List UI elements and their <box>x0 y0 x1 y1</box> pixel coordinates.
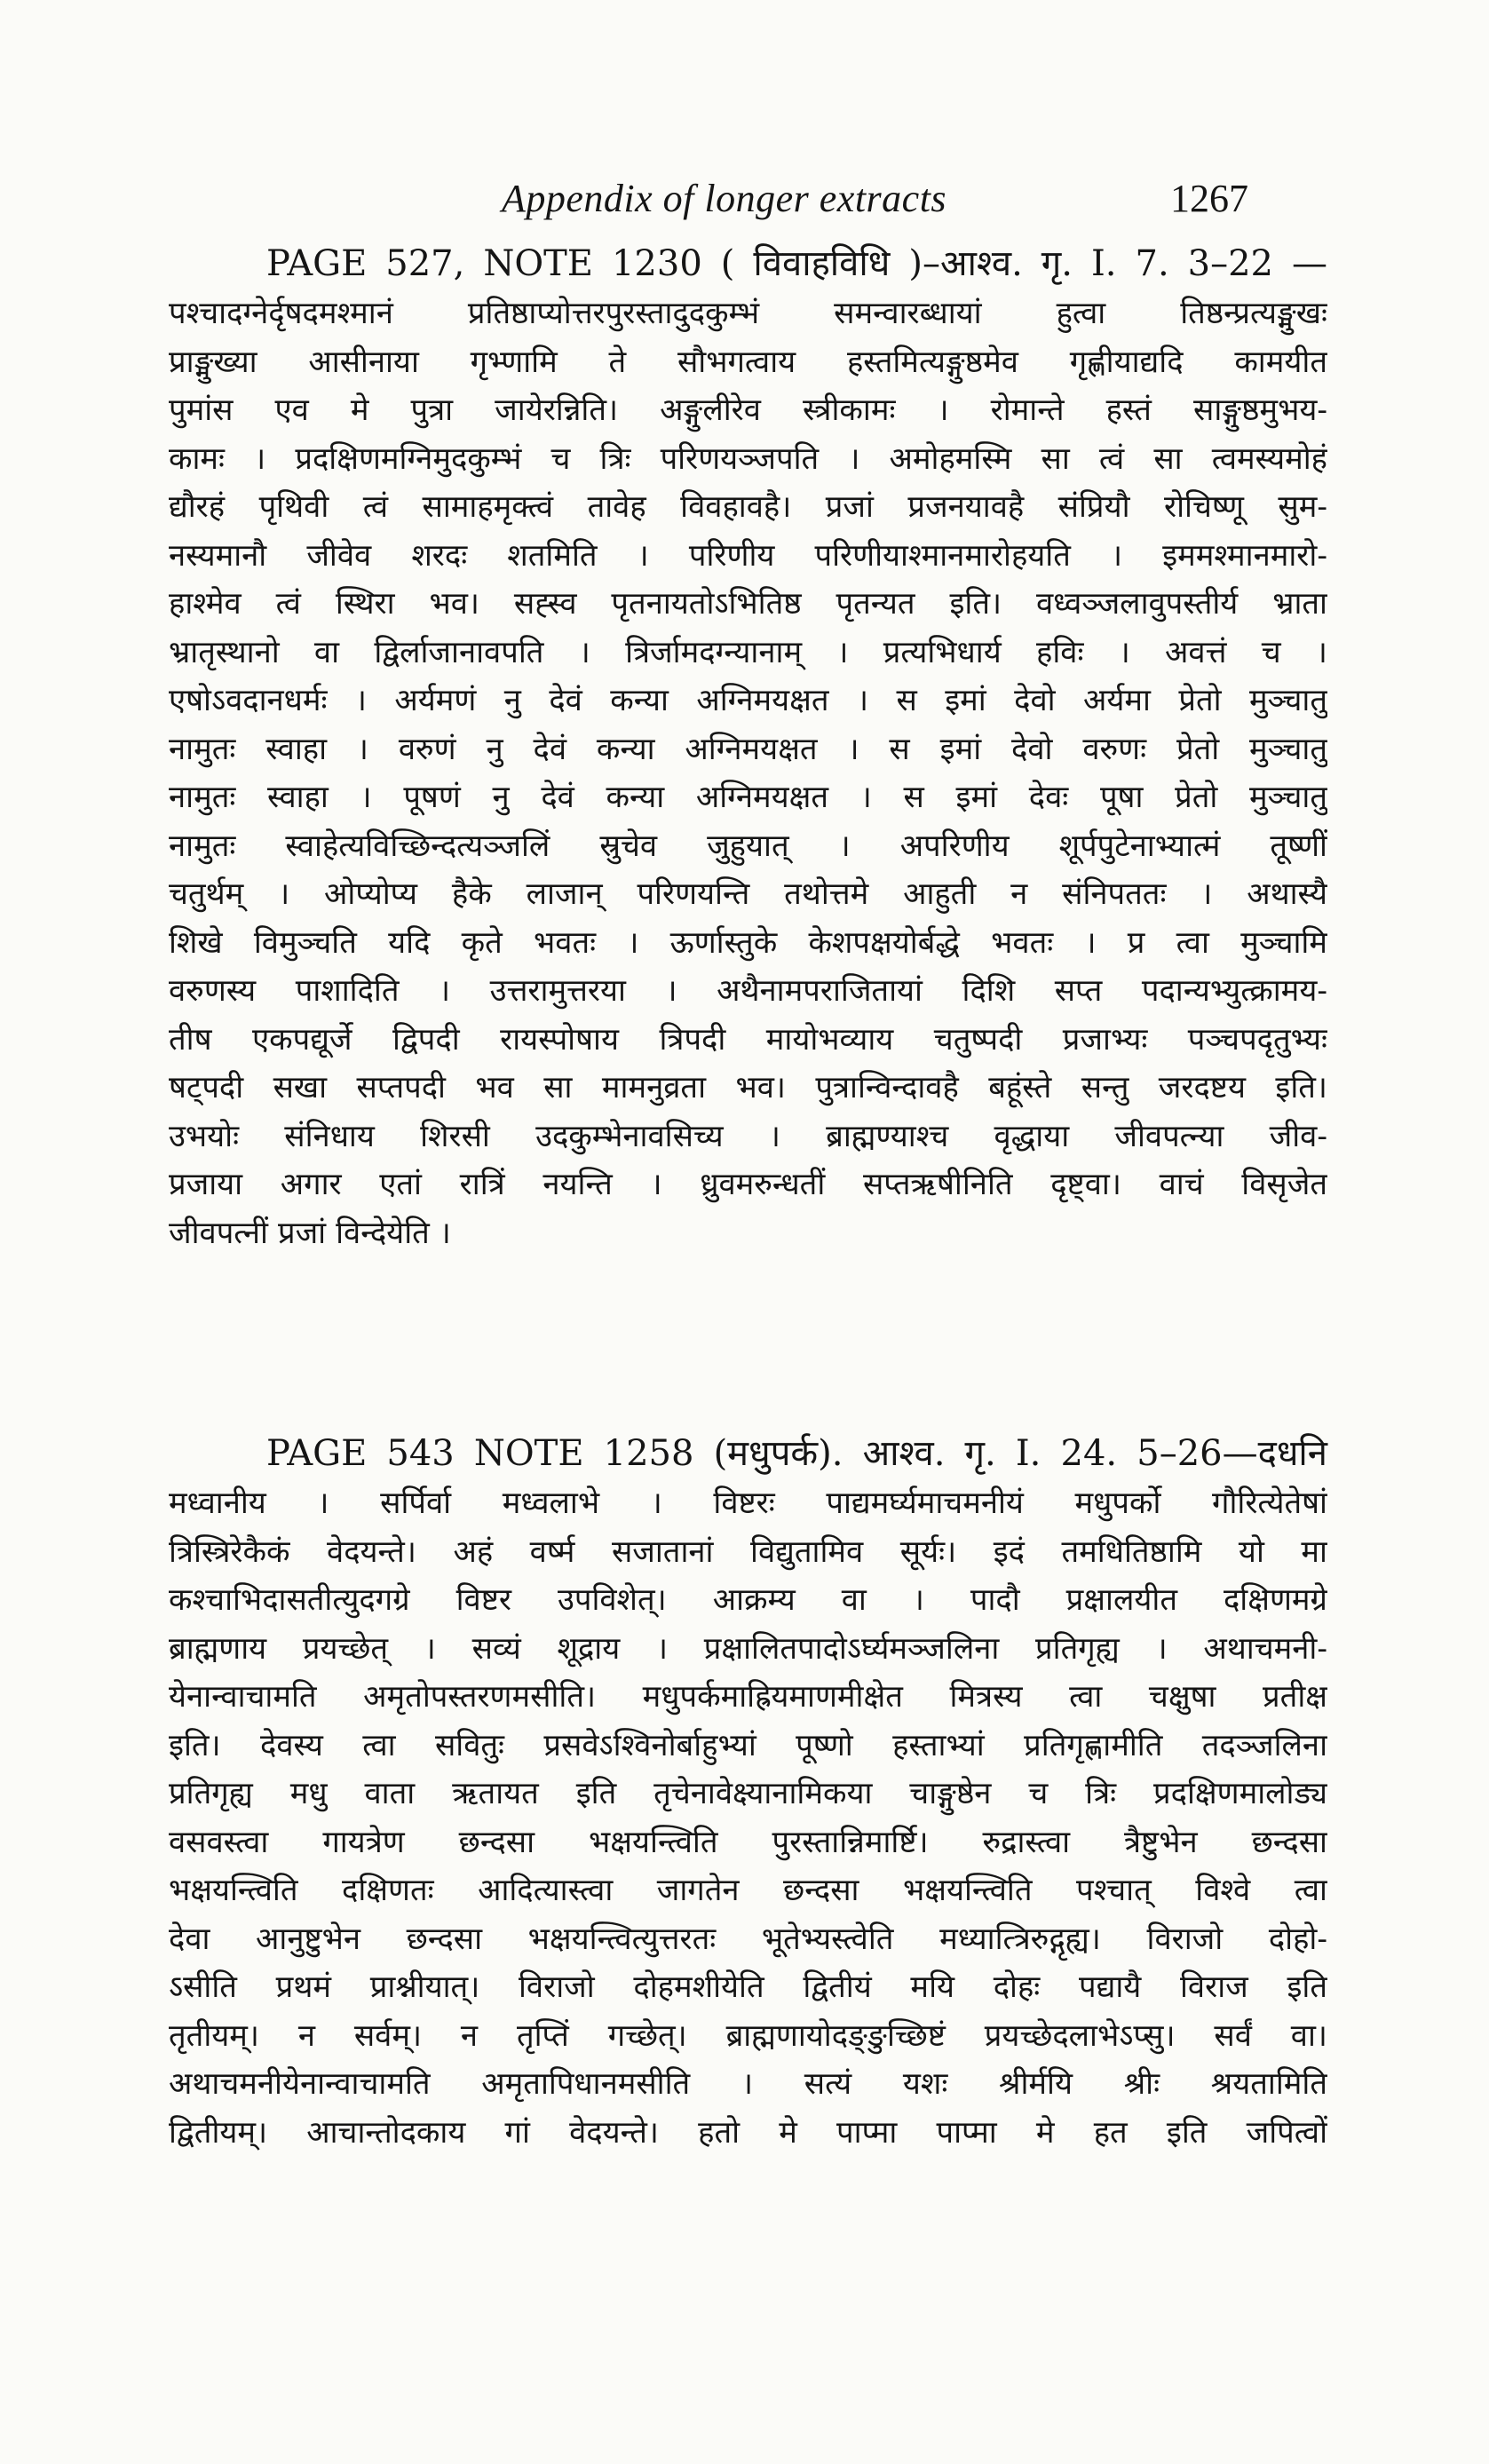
text-line: ब्राह्मणाय प्रयच्छेत् । सव्यं शूद्राय । प्रक्षालितपादोऽर्घ्यमञ्जलिना प्रतिगृह्य । अथाचमनी- <box>169 1630 1327 1667</box>
text-line: द्वितीयम्। आचान्तोदकाय गां वेदयन्ते। हतो मे पाप्मा पाप्मा मे हत इति जपित्वों <box>169 2114 1327 2151</box>
text-line: कामः । प्रदक्षिणमग्निमुदकुम्भं च त्रिः परिणयञ्जपति । अमोहमस्मि सा त्वं सा त्वमस्यमोहं <box>169 440 1327 477</box>
text-line: कश्चाभिदासतीत्युदगग्रे विष्टर उपविशेत्। आक्रम्य वा । पादौ प्रक्षालयीत दक्षिणमग्रे <box>169 1582 1327 1618</box>
text-line: प्राङ्मुख्या आसीनाया गृभ्णामि ते सौभगत्वाय हस्तमित्यङ्गुष्ठमेव गृह्णीयाद्यदि कामयीत <box>169 344 1327 380</box>
text-line: शिखे विमुञ्चति यदि कृते भवतः । ऊर्णास्तुके केशपक्षयोर्बद्धे भवतः । प्र त्वा मुञ्चामि <box>169 924 1327 961</box>
text-line: उभयोः संनिधाय शिरसी उदकुम्भेनावसिच्य । ब्राह्मण्याश्च वृद्धाया जीवपत्न्या जीव- <box>169 1118 1327 1154</box>
note-heading: PAGE 543 NOTE 1258 (मधुपर्क). आश्व. गृ. I. 24. 5–26—दधनि <box>266 1433 1327 1474</box>
text-line: पुमांस एव मे पुत्रा जायेरन्निति। अङ्गुलीरेव स्त्रीकामः । रोमान्ते हस्तं साङ्गुष्ठमुभय- <box>169 392 1327 428</box>
text-line: हाश्मेव त्वं स्थिरा भव। सह्स्व पृतनायतोऽभितिष्ठ पृतन्यत इति। वध्वञ्जलावुपस्तीर्य भ्राता <box>169 586 1327 622</box>
text-line: चतुर्थम् । ओप्योप्य हैके लाजान् परिणयन्ति तथोत्तमे आहुती न संनिपततः । अथास्यै <box>169 876 1327 912</box>
text-line: प्रतिगृह्य मधु वाता ऋतायत इति तृचेनावेक्ष्यानामिकया चाङ्गुष्ठेन च त्रिः प्रदक्षिणमालोड्य <box>169 1776 1327 1811</box>
running-title: Appendix of longer extracts <box>502 177 947 220</box>
text-line: द्यौरहं पृथिवी त्वं सामाहमृक्त्वं तावेह विवहावहै। प्रजां प्रजनयावहै संप्रियौ रोचिष्णू सुम- <box>169 489 1327 525</box>
text-line: षट्पदी सखा सप्तपदी भव सा मामनुव्रता भव। पुत्रान्विन्दावहै बहूंस्ते सन्तु जरदष्टय इति। <box>169 1070 1327 1105</box>
note-heading: PAGE 527, NOTE 1230 ( विवाहविधि )–आश्व. गृ. I. 7. 3–22 — <box>266 243 1327 284</box>
text-line: वसवस्त्वा गायत्रेण छन्दसा भक्षयन्त्विति पुरस्तान्निमार्ष्टि। रुद्रास्त्वा त्रैष्टुभेन छन्दसा <box>169 1824 1327 1860</box>
text-line: जीवपत्नीं प्रजां विन्देयेति । <box>169 1215 451 1251</box>
text-line: एषोऽवदानधर्मः । अर्यमणं नु देवं कन्या अग्निमयक्षत । स इमां देवो अर्यमा प्रेतो मुञ्चातु <box>169 683 1327 718</box>
text-line: भक्षयन्त्विति दक्षिणतः आदित्यास्त्वा जागतेन छन्दसा भक्षयन्त्विति पश्चात् विश्वे त्वा <box>169 1873 1327 1908</box>
text-line: वरुणस्य पाशादिति । उत्तरामुत्तरया । अथैनामपराजितायां दिशि सप्त पदान्यभ्युत्क्रामय- <box>169 973 1327 1009</box>
text-line: प्रजाया अगार एतां रात्रिं नयन्ति । ध्रुवमरुन्धतीं सप्तऋषीनिति दृष्ट्वा। वाचं विसृजेत <box>169 1167 1327 1202</box>
text-line: नामुतः स्वाहा । वरुणं नु देवं कन्या अग्निमयक्षत । स इमां देवो वरुणः प्रेतो मुञ्चातु <box>169 731 1327 767</box>
text-line: इति। देवस्य त्वा सवितुः प्रसवेऽश्विनोर्बाहुभ्यां पूष्णो हस्ताभ्यां प्रतिगृह्णामीति तदञ्जलिना <box>169 1727 1327 1763</box>
text-line: तीष एकपद्यूर्जे द्विपदी रायस्पोषाय त्रिपदी मायोभव्याय चतुष्पदी प्रजाभ्यः पञ्चपदृतुभ्यः <box>169 1021 1327 1058</box>
text-line: तृतीयम्। न सर्वम्। न तृप्तिं गच्छेत्। ब्राह्मणायोदङ्ङुच्छिष्टं प्रयच्छेदलाभेऽप्सु। सर्वं वा। <box>169 2017 1327 2054</box>
text-line: देवा आनुष्टुभेन छन्दसा भक्षयन्त्वित्युत्तरतः भूतेभ्यस्त्वेति मध्यात्त्रिरुद्गृह्य। विराजो दोहो- <box>169 1921 1327 1957</box>
note-section-1230 <box>169 238 1327 1257</box>
text-line: येनान्वाचामति अमृतोपस्तरणमसीति। मधुपर्कमाह्रियमाणमीक्षेत मित्रस्य त्वा चक्षुषा प्रतीक्ष <box>169 1679 1327 1715</box>
page-number: 1267 <box>1170 177 1248 220</box>
text-line: भ्रातृस्थानो वा द्विर्लाजानावपति । त्रिर्जामदग्न्यानाम् । प्रत्यभिधार्य हविः । अवत्तं च । <box>169 634 1327 670</box>
text-line: नामुतः स्वाहेत्यविच्छिन्दत्यञ्जलिं स्रुचेव जुहुयात् । अपरिणीय शूर्पपुटेनाभ्यात्मं तूष्णीं <box>169 828 1327 864</box>
text-line: मध्वानीय । सर्पिर्वा मध्वलाभे । विष्टरः पाद्यमर्घ्यमाचमनीयं मधुपर्को गौरित्येतेषां <box>169 1486 1327 1521</box>
text-line: नस्यमानौ जीवेव शरदः शतमिति । परिणीय परिणीयाश्मानमारोहयति । इममश्मानमारो- <box>169 537 1327 574</box>
text-line: अथाचमनीयेनान्वाचामति अमृतापिधानमसीति । सत्यं यशः श्रीर्मयि श्रीः श्रयतामिति <box>169 2066 1327 2102</box>
text-line: नामुतः स्वाहा । पूषणं नु देवं कन्या अग्निमयक्षत । स इमां देवः पूषा प्रेतो मुञ्चातु <box>169 780 1327 815</box>
text-line: पश्चादग्नेर्दृषदमश्मानं प्रतिष्ठाप्योत्तरपुरस्तादुदकुम्भं समन्वारब्धायां हुत्वा तिष्ठन्प्रत्यङ्मुखः <box>169 296 1327 331</box>
note-section-1258 <box>169 1428 1327 2157</box>
running-header <box>0 176 1489 229</box>
text-line: ऽसीति प्रथमं प्राश्नीयात्। विराजो दोहमशीयेति द्वितीयं मयि दोहः पद्यायै विराज इति <box>169 1969 1327 2005</box>
text-line: त्रिस्त्रिरेकैकं वेदयन्ते। अहं वर्ष्म सजातानां विद्युतामिव सूर्यः। इदं तमधितिष्ठामि यो मा <box>169 1533 1327 1570</box>
